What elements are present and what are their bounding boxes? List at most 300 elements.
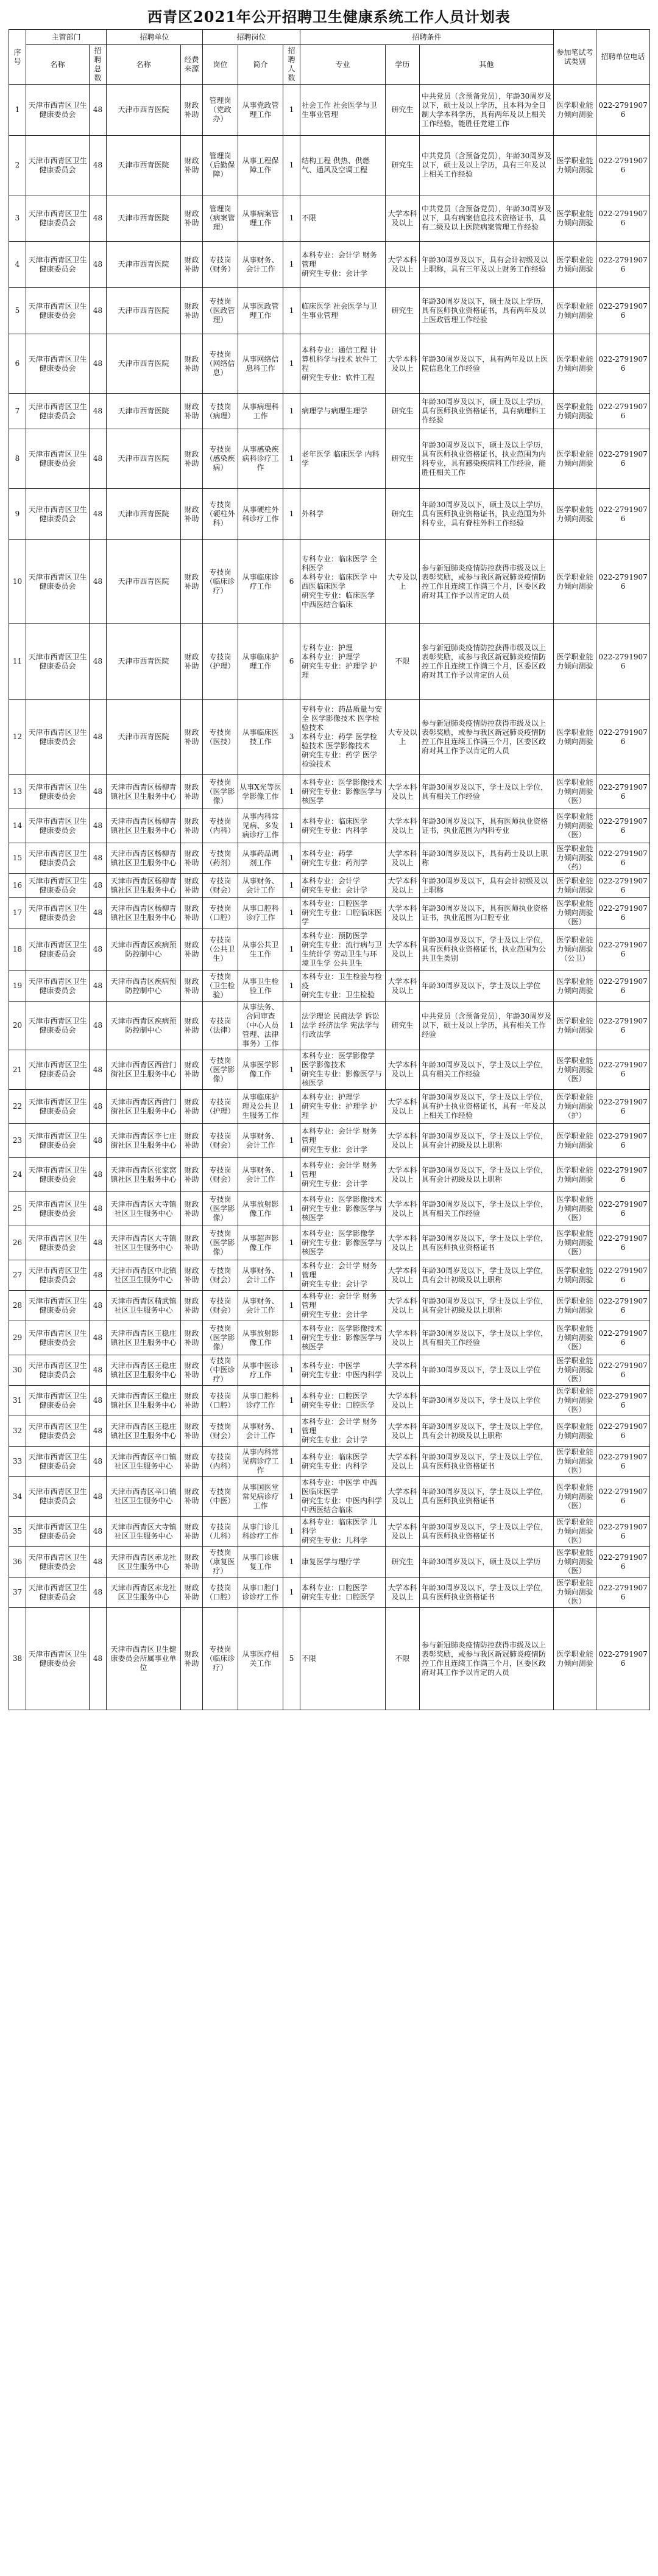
- cell-other-cell: [420, 394, 554, 429]
- cell-phone: 022-27919076: [598, 1391, 648, 1409]
- cell-total-cell: [90, 1090, 107, 1124]
- table-row: [9, 928, 650, 971]
- cell-total-cell: [90, 394, 107, 429]
- cell-dept-cell: [26, 1002, 90, 1050]
- cell-fund-cell: [181, 1416, 203, 1447]
- cell-total: 48: [93, 1021, 103, 1030]
- cell-unit-cell: [107, 1158, 181, 1192]
- cell-dept-cell: [26, 429, 90, 489]
- cell-unit: 天津市西青区大寺镇社区卫生服务中心: [110, 1522, 177, 1540]
- cell-exam: 医学职业能力倾向测验: [556, 1266, 593, 1284]
- cell-other-cell: [420, 85, 554, 136]
- cell-exam-cell: [554, 334, 596, 394]
- table-row: [9, 624, 650, 700]
- cell-total: 48: [93, 510, 103, 518]
- cell-unit: 天津市西青医院: [118, 214, 169, 222]
- cell-other: 年龄30周岁及以下，学士及以上学位，具有会计初级及以上职称: [422, 1296, 548, 1314]
- cell-total: 48: [93, 1492, 103, 1501]
- cell-phone-cell: [596, 775, 650, 809]
- table-row: [9, 1517, 650, 1547]
- cell-total: 48: [93, 1136, 103, 1145]
- cell-unit: 天津市西青区卫生健康委员会所属事业单位: [110, 1645, 177, 1672]
- cell-phone: 022-27919076: [598, 1061, 648, 1078]
- cell-desc: 从事临床诊疗工作: [242, 572, 279, 591]
- cell-exam: 医学职业能力倾向测验: [556, 354, 593, 373]
- cell-desc-cell: [238, 843, 283, 874]
- cell-num: 1: [289, 1204, 294, 1213]
- cell-seq: 34: [12, 1492, 23, 1501]
- table-row: [9, 1291, 650, 1321]
- cell-seq-cell: [9, 136, 26, 195]
- cell-fund-cell: [181, 85, 203, 136]
- cell-unit: 天津市西青区大寺镇社区卫生服务中心: [110, 1199, 177, 1218]
- cell-num-cell: [283, 1192, 300, 1226]
- cell-major: 本科专业：预防医学 研究生专业：流行病与卫生统计学 劳动卫生与环境卫生学 公共卫生: [302, 931, 383, 967]
- cell-num: 1: [289, 359, 294, 368]
- cell-phone-cell: [596, 1578, 650, 1608]
- cell-dept-cell: [26, 843, 90, 874]
- cell-seq-cell: [9, 1517, 26, 1547]
- cell-seq: 38: [12, 1654, 23, 1663]
- cell-phone-cell: [596, 809, 650, 843]
- cell-fund-cell: [181, 1321, 203, 1355]
- cell-phone: 022-27919076: [598, 876, 648, 894]
- cell-num: 1: [289, 981, 294, 990]
- cell-total: 48: [93, 1457, 103, 1465]
- cell-phone-cell: [596, 971, 650, 1002]
- cell-edu-cell: [386, 1321, 420, 1355]
- cell-total-cell: [90, 971, 107, 1002]
- cell-post-cell: [203, 809, 238, 843]
- cell-phone: 022-27919076: [598, 1583, 648, 1601]
- cell-exam-cell: [554, 843, 596, 874]
- cell-total: 48: [93, 945, 103, 953]
- cell-dept: 天津市西青区卫生健康委员会: [28, 904, 87, 922]
- cell-unit: 天津市西青区疾病预防控制中心: [110, 977, 177, 995]
- cell-dept-cell: [26, 1321, 90, 1355]
- cell-total: 48: [93, 1301, 103, 1310]
- cell-exam: 医学职业能力倾向测验: [556, 652, 593, 670]
- cell-unit: 天津市西青区辛口镇社区卫生服务中心: [110, 1487, 177, 1505]
- cell-other-cell: [420, 1090, 554, 1124]
- cell-phone: 022-27919076: [598, 1522, 648, 1540]
- cell-major-cell: [300, 1321, 386, 1355]
- cell-major: 社会工作 社会医学与卫生事业管理: [302, 100, 377, 119]
- cell-dept: 天津市西青区卫生健康委员会: [28, 572, 87, 591]
- cell-fund-cell: [181, 1547, 203, 1578]
- cell-seq-cell: [9, 1226, 26, 1260]
- cell-exam: 医学职业能力倾向测验（护）: [556, 1093, 593, 1120]
- cell-unit-cell: [107, 1124, 181, 1158]
- cell-other-cell: [420, 540, 554, 624]
- cell-major-cell: [300, 1578, 386, 1608]
- table-row: [9, 1226, 650, 1260]
- cell-exam: 医学职业能力倾向测验（公卫）: [556, 936, 593, 963]
- cell-post: 专技岗（卫生检验）: [205, 972, 235, 999]
- table-row: [9, 1090, 650, 1124]
- cell-seq-cell: [9, 1386, 26, 1416]
- cell-fund-cell: [181, 1226, 203, 1260]
- cell-phone: 022-27919076: [598, 652, 648, 670]
- cell-edu-cell: [386, 288, 420, 334]
- cell-total-cell: [90, 540, 107, 624]
- cell-fund: 财政补助: [184, 652, 199, 670]
- cell-num-cell: [283, 489, 300, 540]
- cell-other-cell: [420, 1517, 554, 1547]
- cell-fund-cell: [181, 843, 203, 874]
- cell-phone-cell: [596, 394, 650, 429]
- cell-exam-cell: [554, 1608, 596, 1710]
- cell-num: 1: [289, 1102, 294, 1111]
- cell-major: 本科专业：药学 研究生专业：药剂学: [302, 849, 368, 867]
- table-row: [9, 843, 650, 874]
- cell-fund-cell: [181, 1090, 203, 1124]
- cell-exam: 医学职业能力倾向测验（医）: [556, 1056, 593, 1083]
- cell-fund: 财政补助: [184, 1553, 199, 1571]
- cell-major-cell: [300, 1608, 386, 1710]
- cell-num: 1: [289, 854, 294, 862]
- cell-major-cell: [300, 1260, 386, 1291]
- table-row: [9, 242, 650, 288]
- cell-post: 专技岗（口腔）: [205, 904, 235, 922]
- cell-desc-cell: [238, 898, 283, 928]
- cell-dept: 天津市西青区卫生健康委员会: [28, 1234, 87, 1252]
- cell-edu-cell: [386, 1355, 420, 1386]
- cell-phone: 022-27919076: [598, 728, 648, 746]
- cell-total-cell: [90, 1386, 107, 1416]
- header-post-name: 岗位: [203, 45, 238, 85]
- cell-edu-cell: [386, 1124, 420, 1158]
- cell-dept: 天津市西青区卫生健康委员会: [28, 209, 87, 227]
- cell-dept-cell: [26, 195, 90, 242]
- cell-num-cell: [283, 843, 300, 874]
- cell-num: 1: [289, 1021, 294, 1030]
- cell-edu: 研究生: [391, 306, 414, 315]
- cell-unit: 天津市西青区西营门街社区卫生服务中心: [110, 1097, 177, 1115]
- cell-exam-cell: [554, 1547, 596, 1578]
- cell-num-cell: [283, 1260, 300, 1291]
- cell-seq-cell: [9, 700, 26, 775]
- cell-seq: 5: [15, 306, 20, 315]
- cell-fund: 财政补助: [184, 849, 199, 867]
- cell-total-cell: [90, 1547, 107, 1578]
- cell-seq-cell: [9, 624, 26, 700]
- cell-num-cell: [283, 1477, 300, 1517]
- cell-major-cell: [300, 1547, 386, 1578]
- cell-desc-cell: [238, 1517, 283, 1547]
- cell-phone: 022-27919076: [598, 1097, 648, 1115]
- cell-edu: 大学本科及以上: [387, 1452, 417, 1470]
- cell-phone-cell: [596, 1416, 650, 1447]
- cell-desc-cell: [238, 700, 283, 775]
- cell-total: 48: [93, 1065, 103, 1074]
- cell-post-cell: [203, 1260, 238, 1291]
- cell-post-cell: [203, 775, 238, 809]
- cell-total-cell: [90, 1447, 107, 1477]
- cell-fund-cell: [181, 394, 203, 429]
- cell-exam: 医学职业能力倾向测验: [556, 301, 593, 320]
- cell-desc: 从事财务、会计工作: [242, 255, 279, 273]
- cell-fund: 财政补助: [184, 1522, 199, 1540]
- cell-edu: 大学本科及以上: [387, 940, 417, 958]
- cell-seq-cell: [9, 843, 26, 874]
- cell-exam: 医学职业能力倾向测验（药）: [556, 844, 593, 871]
- cell-exam: 医学职业能力倾向测验（医）: [556, 899, 593, 926]
- cell-exam: 医学职业能力倾向测验: [556, 402, 593, 420]
- cell-edu-cell: [386, 242, 420, 288]
- cell-desc-cell: [238, 1447, 283, 1477]
- cell-unit-cell: [107, 195, 181, 242]
- cell-fund-cell: [181, 1192, 203, 1226]
- cell-exam-cell: [554, 1477, 596, 1517]
- table-row: [9, 1321, 650, 1355]
- cell-desc-cell: [238, 1158, 283, 1192]
- cell-desc: 从事财务、会计工作: [242, 876, 279, 894]
- cell-fund-cell: [181, 1124, 203, 1158]
- cell-dept: 天津市西青区卫生健康委员会: [28, 1649, 87, 1668]
- table-row: [9, 1260, 650, 1291]
- cell-num: 1: [289, 1301, 294, 1310]
- cell-post: 专技岗（财会）: [205, 876, 235, 894]
- cell-post-cell: [203, 624, 238, 700]
- cell-major-cell: [300, 1386, 386, 1416]
- header-education: 学历: [386, 45, 420, 85]
- cell-dept: 天津市西青区卫生健康委员会: [28, 940, 87, 958]
- cell-seq-cell: [9, 489, 26, 540]
- cell-phone-cell: [596, 843, 650, 874]
- cell-dept-cell: [26, 700, 90, 775]
- cell-phone: 022-27919076: [598, 449, 648, 468]
- cell-dept-cell: [26, 242, 90, 288]
- cell-num: 5: [289, 1654, 294, 1663]
- cell-major: 本科专业：会计学 研究生专业：会计学: [302, 876, 368, 894]
- cell-fund: 财政补助: [184, 354, 199, 373]
- cell-major: 本科专业：会计学 财务管理 研究生专业：会计学: [302, 1292, 377, 1319]
- cell-num: 1: [289, 454, 294, 463]
- cell-edu: 大学本科及以上: [387, 255, 417, 273]
- cell-total-cell: [90, 1578, 107, 1608]
- cell-desc: 从事医政管理工作: [242, 301, 279, 320]
- cell-num: 1: [289, 1238, 294, 1247]
- cell-exam-cell: [554, 874, 596, 898]
- cell-edu-cell: [386, 1416, 420, 1447]
- cell-edu-cell: [386, 1192, 420, 1226]
- cell-dept: 天津市西青区卫生健康委员会: [28, 1583, 87, 1601]
- cell-exam-cell: [554, 1447, 596, 1477]
- cell-other-cell: [420, 874, 554, 898]
- cell-total-cell: [90, 928, 107, 971]
- cell-seq-cell: [9, 1124, 26, 1158]
- cell-seq-cell: [9, 1291, 26, 1321]
- cell-total: 48: [93, 1557, 103, 1566]
- cell-unit: 天津市西青区王稳庄镇社区卫生服务中心: [110, 1361, 177, 1379]
- cell-desc-cell: [238, 242, 283, 288]
- cell-other: 中共党员（含预备党员），年龄30周岁及以下，硕士及以上学历，且本科为全日制大学本科学历，具有两年及以上相关工作经验，能胜任党建工作: [422, 91, 552, 128]
- cell-post: 专技岗（财会）: [205, 1165, 235, 1184]
- cell-seq-cell: [9, 1260, 26, 1291]
- cell-edu-cell: [386, 928, 420, 971]
- cell-unit-cell: [107, 540, 181, 624]
- cell-phone: 022-27919076: [598, 1487, 648, 1505]
- cell-edu: 研究生: [391, 510, 414, 518]
- table-row: [9, 1355, 650, 1386]
- cell-unit-cell: [107, 1386, 181, 1416]
- cell-total: 48: [93, 161, 103, 169]
- cell-fund: 财政补助: [184, 940, 199, 958]
- cell-exam: 医学职业能力倾向测验（医）: [556, 1579, 593, 1606]
- cell-edu-cell: [386, 394, 420, 429]
- cell-edu: 大学本科及以上: [387, 1391, 417, 1409]
- cell-unit: 天津市西青区杨柳青镇社区卫生服务中心: [110, 904, 177, 922]
- cell-fund-cell: [181, 1386, 203, 1416]
- cell-phone: 022-27919076: [598, 1553, 648, 1571]
- cell-seq-cell: [9, 288, 26, 334]
- table-row: [9, 775, 650, 809]
- cell-major: 本科专业：会计学 财务管理 研究生专业：会计学: [302, 1262, 377, 1288]
- cell-seq: 33: [12, 1457, 23, 1465]
- cell-num-cell: [283, 85, 300, 136]
- cell-fund: 财政补助: [184, 1061, 199, 1078]
- cell-post: 专技岗（儿科）: [205, 1522, 235, 1540]
- cell-unit-cell: [107, 809, 181, 843]
- cell-seq-cell: [9, 85, 26, 136]
- cell-other-cell: [420, 288, 554, 334]
- cell-num: 1: [289, 1457, 294, 1465]
- cell-edu-cell: [386, 136, 420, 195]
- cell-dept-cell: [26, 1355, 90, 1386]
- cell-major-cell: [300, 1226, 386, 1260]
- cell-exam-cell: [554, 1226, 596, 1260]
- cell-unit-cell: [107, 1547, 181, 1578]
- table-row: [9, 700, 650, 775]
- cell-post: 专技岗（药剂）: [205, 849, 235, 867]
- cell-dept-cell: [26, 874, 90, 898]
- cell-dept-cell: [26, 1517, 90, 1547]
- cell-post-cell: [203, 1226, 238, 1260]
- cell-num: 1: [289, 908, 294, 917]
- cell-other: 年龄30周岁及以下，硕士及以上学历，具有医师执业资格证书，具有病理科工作经验: [422, 398, 548, 424]
- cell-desc-cell: [238, 540, 283, 624]
- cell-major: 法学理论 民商法学 诉讼法学 经济法学 宪法学与行政法学: [302, 1012, 380, 1039]
- cell-major: 本科专业：通信工程 计算机科学与技术 软件工程 研究生专业：软件工程: [302, 345, 377, 382]
- table-row: [9, 195, 650, 242]
- cell-major: 本科专业：医学影像学 医学影像技术 研究生专业：影像医学与核医学: [302, 1051, 383, 1087]
- header-unit-group: 招聘单位: [107, 30, 203, 45]
- cell-unit-cell: [107, 429, 181, 489]
- cell-post-cell: [203, 1608, 238, 1710]
- cell-unit: 天津市西青医院: [118, 577, 169, 586]
- cell-fund-cell: [181, 928, 203, 971]
- cell-post-cell: [203, 1416, 238, 1447]
- cell-seq-cell: [9, 971, 26, 1002]
- cell-seq: 35: [12, 1527, 23, 1535]
- cell-unit: 天津市西青医院: [118, 306, 169, 315]
- cell-post: 专技岗（中医诊疗）: [205, 1356, 235, 1383]
- cell-edu-cell: [386, 874, 420, 898]
- cell-total: 48: [93, 1654, 103, 1663]
- cell-exam: 医学职业能力倾向测验: [556, 977, 593, 995]
- cell-exam: 医学职业能力倾向测验: [556, 1165, 593, 1184]
- cell-total: 48: [93, 1366, 103, 1374]
- cell-fund-cell: [181, 1447, 203, 1477]
- cell-other: 中共党员（含预备党员），年龄30周岁及以下，具有病案信息技术资格证书，具有二级及以上医院病案管理工作经验: [422, 205, 552, 231]
- cell-seq: 3: [15, 214, 20, 222]
- cell-desc: 从事法务、合同审查（中心人员管理、法律事务）工作: [242, 1003, 279, 1048]
- cell-total-cell: [90, 1477, 107, 1517]
- cell-major: 本科专业：医学影像技术 研究生专业：影像医学与核医学: [302, 1195, 383, 1222]
- cell-total-cell: [90, 136, 107, 195]
- cell-exam-cell: [554, 1192, 596, 1226]
- cell-dept-cell: [26, 1226, 90, 1260]
- cell-phone-cell: [596, 1090, 650, 1124]
- cell-desc-cell: [238, 874, 283, 898]
- cell-edu: 大学本科及以上: [387, 1061, 417, 1078]
- cell-desc: 从事财务、会计工作: [242, 1422, 279, 1440]
- cell-unit-cell: [107, 1517, 181, 1547]
- cell-desc-cell: [238, 195, 283, 242]
- cell-seq-cell: [9, 1050, 26, 1090]
- table-row: [9, 1416, 650, 1447]
- cell-exam: 医学职业能力倾向测验（医）: [556, 1195, 593, 1222]
- cell-num-cell: [283, 136, 300, 195]
- cell-major: 专科专业：护理 本科专业：护理学 研究生专业：护理学 护理: [302, 643, 377, 679]
- cell-dept: 天津市西青区卫生健康委员会: [28, 816, 87, 835]
- cell-unit: 天津市西青区西营门街社区卫生服务中心: [110, 1061, 177, 1078]
- cell-num: 1: [289, 1588, 294, 1596]
- cell-other-cell: [420, 700, 554, 775]
- cell-unit: 天津市西青区大寺镇社区卫生服务中心: [110, 1234, 177, 1252]
- cell-fund-cell: [181, 1608, 203, 1710]
- cell-unit-cell: [107, 242, 181, 288]
- cell-major-cell: [300, 489, 386, 540]
- cell-phone-cell: [596, 928, 650, 971]
- cell-edu-cell: [386, 898, 420, 928]
- cell-phone: 022-27919076: [598, 402, 648, 420]
- cell-unit-cell: [107, 1090, 181, 1124]
- cell-fund-cell: [181, 971, 203, 1002]
- cell-fund-cell: [181, 242, 203, 288]
- cell-post-cell: [203, 1578, 238, 1608]
- cell-post: 专技岗（财会）: [205, 1131, 235, 1149]
- cell-major-cell: [300, 429, 386, 489]
- cell-edu-cell: [386, 334, 420, 394]
- table-row: [9, 971, 650, 1002]
- cell-seq: 11: [12, 657, 23, 665]
- cell-fund: 财政补助: [184, 1583, 199, 1601]
- cell-seq: 15: [12, 854, 23, 862]
- cell-edu: 大学本科及以上: [387, 1296, 417, 1314]
- cell-edu-cell: [386, 85, 420, 136]
- cell-num: 1: [289, 510, 294, 518]
- cell-fund: 财政补助: [184, 1422, 199, 1440]
- cell-other-cell: [420, 1192, 554, 1226]
- cell-seq: 17: [12, 908, 23, 917]
- cell-unit: 天津市西青医院: [118, 732, 169, 741]
- cell-major-cell: [300, 1416, 386, 1447]
- cell-post-cell: [203, 1547, 238, 1578]
- cell-edu-cell: [386, 1386, 420, 1416]
- cell-dept: 天津市西青区卫生健康委员会: [28, 1361, 87, 1379]
- cell-other: 年龄30周岁及以下，学士及以上学位，具有医师执业资格证书: [422, 1583, 548, 1601]
- cell-desc: 从事公共卫生工作: [242, 940, 279, 958]
- cell-edu-cell: [386, 843, 420, 874]
- cell-seq: 2: [15, 161, 20, 169]
- cell-major: 本科专业：临床医学 研究生专业：内科学: [302, 1452, 368, 1470]
- cell-post-cell: [203, 334, 238, 394]
- cell-desc: 从事工程保障工作: [242, 156, 279, 174]
- cell-post-cell: [203, 429, 238, 489]
- cell-phone: 022-27919076: [598, 1199, 648, 1218]
